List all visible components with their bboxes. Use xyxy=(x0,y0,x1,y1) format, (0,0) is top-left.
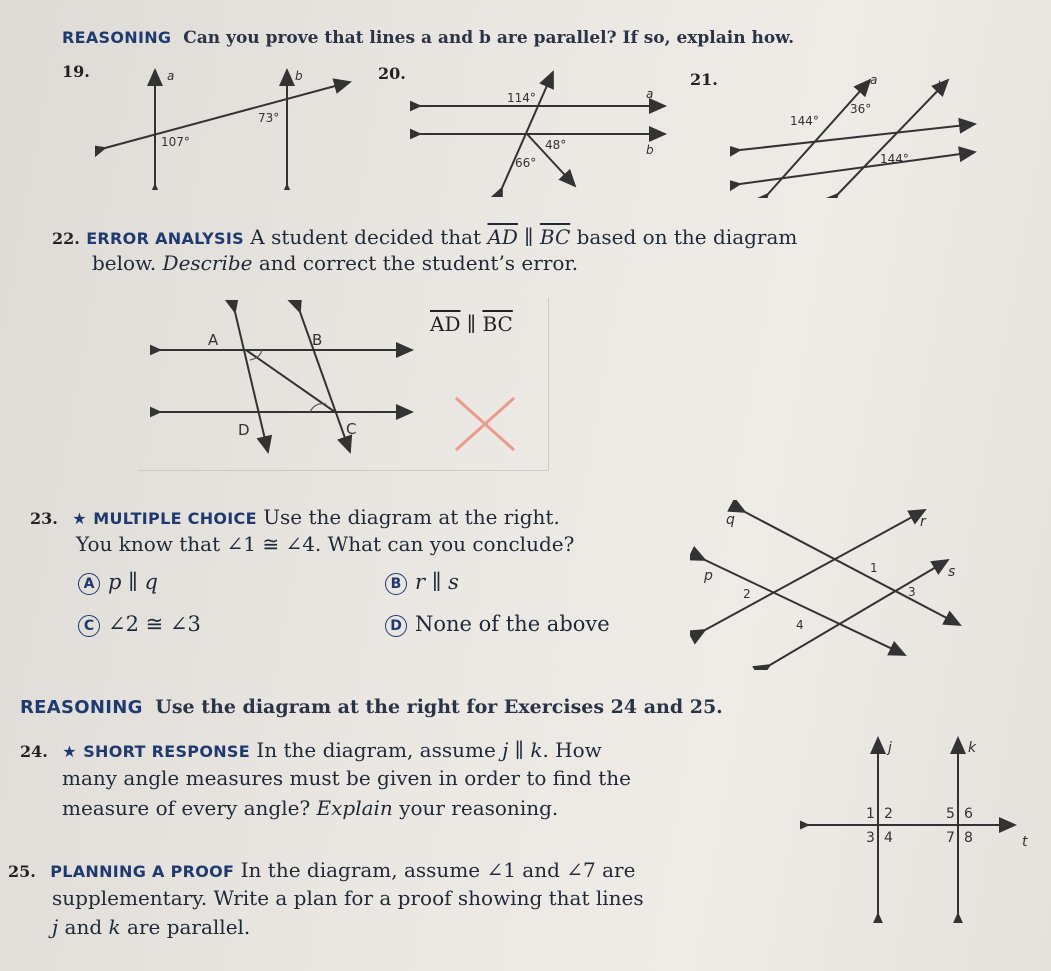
exercise-24-relation: j ∥ k xyxy=(502,738,543,762)
angle-6: 6 xyxy=(964,806,973,822)
exercise-22-number: 22. xyxy=(52,229,80,248)
line-bc: $\overline{BC}$ xyxy=(539,225,571,249)
star-icon: ★ xyxy=(72,509,87,528)
angle-3: 3 xyxy=(866,830,875,846)
reasoning-2-keyword: REASONING xyxy=(20,697,143,718)
choice-d[interactable] xyxy=(385,612,610,637)
exercise-20-number: 20. xyxy=(378,64,406,83)
exercise-24-line1 xyxy=(20,736,602,766)
parallel-symbol: ∥ xyxy=(517,225,540,249)
choice-c-bubble: C xyxy=(78,615,100,637)
choice-a-bubble: A xyxy=(78,573,100,595)
header-question: Can you prove that lines a and b are parallel? If so, explain how. xyxy=(183,28,795,48)
ex20-angle-48: 48° xyxy=(545,138,567,152)
claim-bc: $\overline{BC}$ xyxy=(482,312,513,336)
angle-1: 1 xyxy=(866,806,875,822)
exercise-24-text-pre: In the diagram, assume xyxy=(256,738,503,762)
point-b-label: B xyxy=(312,331,323,349)
claim-parallel: ∥ xyxy=(460,312,483,336)
line-t-label: t xyxy=(1022,834,1028,850)
choice-b-bubble: B xyxy=(385,573,407,595)
angle-5: 5 xyxy=(946,806,955,822)
line-p-label: p xyxy=(704,568,713,584)
reasoning-header xyxy=(62,28,794,48)
angle-1-label: 1 xyxy=(870,561,878,575)
angle-8: 8 xyxy=(964,830,973,846)
choice-b[interactable] xyxy=(385,570,459,595)
ex19-line-b-label: b xyxy=(295,69,303,83)
claim-ad: $\overline{AD}$ xyxy=(430,312,461,336)
exercise-23-line2: You know that ∠1 ≅ ∠4. What can you conclude? xyxy=(76,532,575,556)
ex21-line-a-label: a xyxy=(870,73,878,87)
exercise-21-diagram xyxy=(730,68,990,198)
exercise-24-25-diagram xyxy=(800,728,1045,923)
choice-c[interactable] xyxy=(78,612,201,637)
exercise-23-text: Use the diagram at the right. xyxy=(263,505,560,529)
ex20-line-a-label: a xyxy=(646,87,654,101)
exercise-19-diagram xyxy=(95,60,365,190)
exercise-23-line1 xyxy=(30,503,560,533)
line-ad: $\overline{AD}$ xyxy=(487,225,518,249)
exercise-25-end: are parallel. xyxy=(120,915,251,939)
exercise-25-keyword: PLANNING A PROOF xyxy=(50,862,235,881)
exercise-23-number: 23. xyxy=(30,509,58,528)
exercise-25-number: 25. xyxy=(8,862,36,881)
exercise-24-line2: many angle measures must be given in order to find the xyxy=(62,766,631,790)
exercise-24-number: 24. xyxy=(20,742,48,761)
choice-a-text: p ∥ q xyxy=(108,570,158,594)
header-keyword: REASONING xyxy=(62,28,172,47)
exercise-22-keyword: ERROR ANALYSIS xyxy=(86,229,244,248)
angle-2: 2 xyxy=(884,806,893,822)
ex19-angle-73: 73° xyxy=(258,111,280,125)
wrong-x-mark xyxy=(450,392,522,457)
exercise-24-line3-post: your reasoning. xyxy=(392,796,559,820)
exercise-22-describe: Describe xyxy=(162,251,253,275)
ex20-angle-66: 66° xyxy=(515,156,537,170)
ex19-angle-107: 107° xyxy=(161,135,190,149)
exercise-24-text-post: . How xyxy=(542,738,602,762)
exercise-24-explain: Explain xyxy=(316,796,393,820)
choice-d-text: None of the above xyxy=(415,612,610,636)
ex21-line-b-label: b xyxy=(937,79,945,93)
line-k-ref: k xyxy=(108,915,121,939)
choice-d-bubble: D xyxy=(385,615,407,637)
exercise-22-line2-pre: below. xyxy=(92,251,163,275)
line-r-label: r xyxy=(920,514,926,530)
angle-3-label: 3 xyxy=(908,585,916,599)
ex21-angle-144-top: 144° xyxy=(790,114,819,128)
line-j-label: j xyxy=(888,740,892,756)
exercise-22-text: A student decided that xyxy=(250,225,488,249)
exercise-22-line2-post: and correct the student’s error. xyxy=(252,251,579,275)
ex21-angle-36: 36° xyxy=(850,102,872,116)
angle-2-label: 2 xyxy=(743,587,751,601)
exercise-24-line3-pre: measure of every angle? xyxy=(62,796,317,820)
exercise-20-diagram xyxy=(410,62,675,197)
exercise-21-number: 21. xyxy=(690,70,718,89)
line-q-label: q xyxy=(726,512,735,528)
line-k-label: k xyxy=(968,740,977,756)
exercise-25-text: In the diagram, assume ∠1 and ∠7 are xyxy=(240,858,636,882)
point-a-label: A xyxy=(208,331,219,349)
point-d-label: D xyxy=(238,421,250,439)
reasoning-2-text: Use the diagram at the right for Exercises 24 and 25. xyxy=(155,696,723,718)
ex19-line-a-label: a xyxy=(167,69,175,83)
exercise-25-line3 xyxy=(52,913,250,941)
line-s-label: s xyxy=(948,564,956,580)
student-claim xyxy=(430,312,513,336)
line-j-ref: j xyxy=(52,915,59,939)
ex20-line-b-label: b xyxy=(646,143,654,157)
reasoning-24-25-header xyxy=(20,696,723,718)
point-c-label: C xyxy=(346,420,357,438)
ex21-angle-144-bottom: 144° xyxy=(880,152,909,166)
angle-4-label: 4 xyxy=(796,618,804,632)
exercise-25-line2: supplementary. Write a plan for a proof showing that lines xyxy=(52,886,644,910)
angle-4: 4 xyxy=(884,830,893,846)
exercise-24-keyword: SHORT RESPONSE xyxy=(83,742,250,761)
exercise-23-keyword: MULTIPLE CHOICE xyxy=(93,509,257,528)
exercise-25-and: and xyxy=(58,915,109,939)
exercise-23-diagram xyxy=(690,500,980,670)
choice-c-text: ∠2 ≅ ∠3 xyxy=(108,612,201,636)
exercise-22-diagram xyxy=(150,300,425,465)
choice-a[interactable] xyxy=(78,570,158,595)
star-icon: ★ xyxy=(62,742,77,761)
angle-7: 7 xyxy=(946,830,955,846)
exercise-22-line2 xyxy=(92,249,578,277)
exercise-19-number: 19. xyxy=(62,62,90,81)
exercise-24-line3 xyxy=(62,794,558,822)
ex20-angle-114: 114° xyxy=(507,91,536,105)
exercise-25-line1 xyxy=(8,856,635,886)
choice-b-text: r ∥ s xyxy=(415,570,459,594)
exercise-22-text-end: based on the diagram xyxy=(570,225,798,249)
